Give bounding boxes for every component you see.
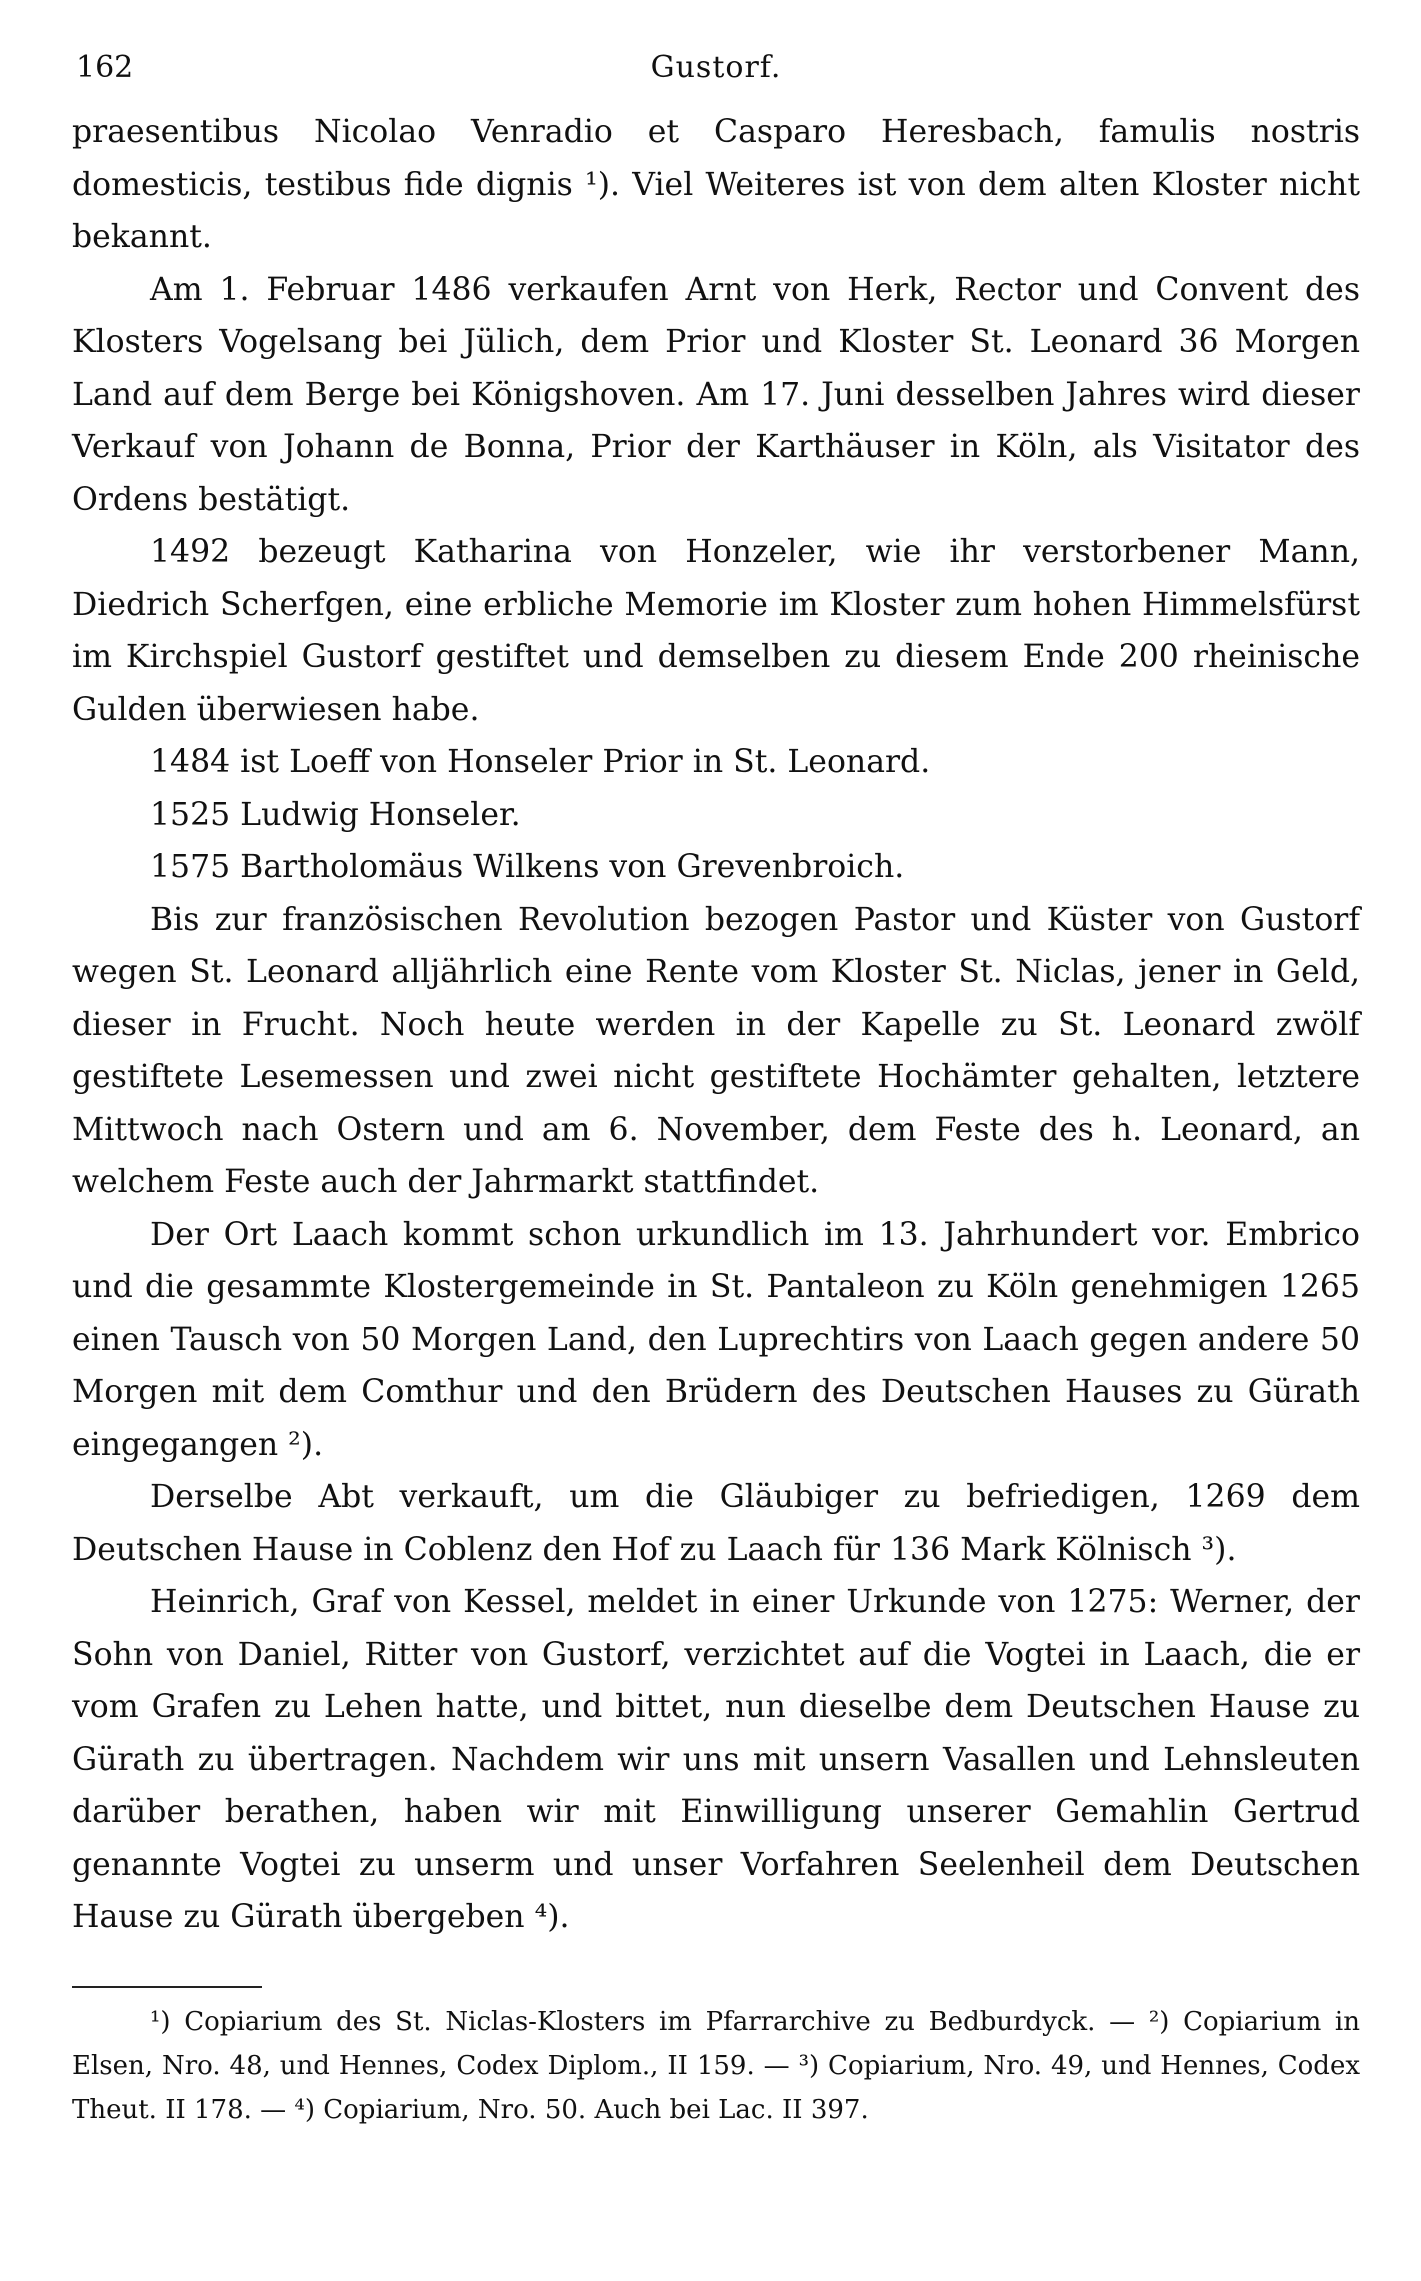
running-title: Gustorf. xyxy=(650,50,782,85)
paragraph: Heinrich, Graf von Kessel, meldet in einer Urkunde von 1275: Werner, der Sohn von Daniel, Ritter von Gustorf, verzichtet auf die Vogtei in Laach, die er vom Grafen zu Lehen hatte, und bittet, nun dieselbe dem Deutschen Hause zu Gürath zu übertragen. Nachdem wir uns mit unsern Vasallen und Lehnsleuten darüber berathen, haben wir mit Einwilligung unserer Gemahlin Gertrud genannte Vogtei zu unserm und unser Vorfahren Seelenheil dem Deutschen Hause zu Gürath übergeben ⁴). xyxy=(72,1584,1360,1935)
paragraph: 1525 Ludwig Honseler. xyxy=(150,796,521,833)
paragraph: Am 1. Februar 1486 verkaufen Arnt von Herk, Rector und Convent des Klosters Vogelsang bei Jülich, dem Prior und Kloster St. Leonard 36 Morgen Land auf dem Berge bei Königshoven. Am 17. Juni desselben Jahres wird dieser Verkauf von Johann de Bonna, Prior der Karthäuser in Köln, als Visitator des Ordens bestätigt. xyxy=(72,271,1360,518)
body-text xyxy=(72,106,1360,1944)
paragraph: 1492 bezeugt Katharina von Honzeler, wie ihr verstorbener Mann, Diedrich Scherfgen, eine erbliche Memorie im Kloster zum hohen Himmelsfürst im Kirchspiel Gustorf gestiftet und demselben zu diesem Ende 200 rheinische Gulden überwiesen habe. xyxy=(72,534,1360,728)
page-number: 162 xyxy=(76,50,134,85)
paragraph: 1575 Bartholomäus Wilkens von Grevenbroich. xyxy=(150,849,905,885)
book-page xyxy=(72,50,1360,2132)
paragraph: praesentibus Nicolao Venradio et Casparo Heresbach, famulis nostris domesticis, testibus fide dignis ¹). Viel Weiteres ist von dem alten Kloster nicht bekannt. xyxy=(72,114,1360,255)
paragraph: Der Ort Laach kommt schon urkundlich im 13. Jahrhundert vor. Embrico und die gesammte Klostergemeinde in St. Pantaleon zu Köln genehmigen 1265 einen Tausch von 50 Morgen Land, den Luprechtirs von Laach gegen andere 50 Morgen mit dem Comthur und den Brüdern des Deutschen Hauses zu Gürath eingegangen ²). xyxy=(72,1216,1360,1463)
running-head xyxy=(72,50,1360,106)
footnote: ¹) Copiarium des St. Niclas-Klosters im Pfarrarchive zu Bedburdyck. — ²) Copiarium in Elsen, Nro. 48, und Hennes, Codex Diplom., II 159. — ³) Copiarium, Nro. 49, und Hennes, Codex Theut. II 178. — ⁴) Copiarium, Nro. 50. Auch bei Lac. II 397. xyxy=(72,2006,1360,2125)
footnote-divider xyxy=(72,1986,262,1988)
paragraph: Derselbe Abt verkauft, um die Gläubiger zu befriedigen, 1269 dem Deutschen Hause in Coblenz den Hof zu Laach für 136 Mark Kölnisch ³). xyxy=(72,1479,1360,1568)
footnotes xyxy=(72,2000,1360,2132)
paragraph: Bis zur französischen Revolution bezogen Pastor und Küster von Gustorf wegen St. Leonard alljährlich eine Rente vom Kloster St. Niclas, jener in Geld, dieser in Frucht. Noch heute werden in der Kapelle zu St. Leonard zwölf gestiftete Lesemessen und zwei nicht gestiftete Hochämter gehalten, letztere Mittwoch nach Ostern und am 6. November, dem Feste des h. Leonard, an welchem Feste auch der Jahrmarkt stattfindet. xyxy=(72,901,1360,1200)
paragraph: 1484 ist Loeff von Honseler Prior in St. Leonard. xyxy=(150,744,931,780)
